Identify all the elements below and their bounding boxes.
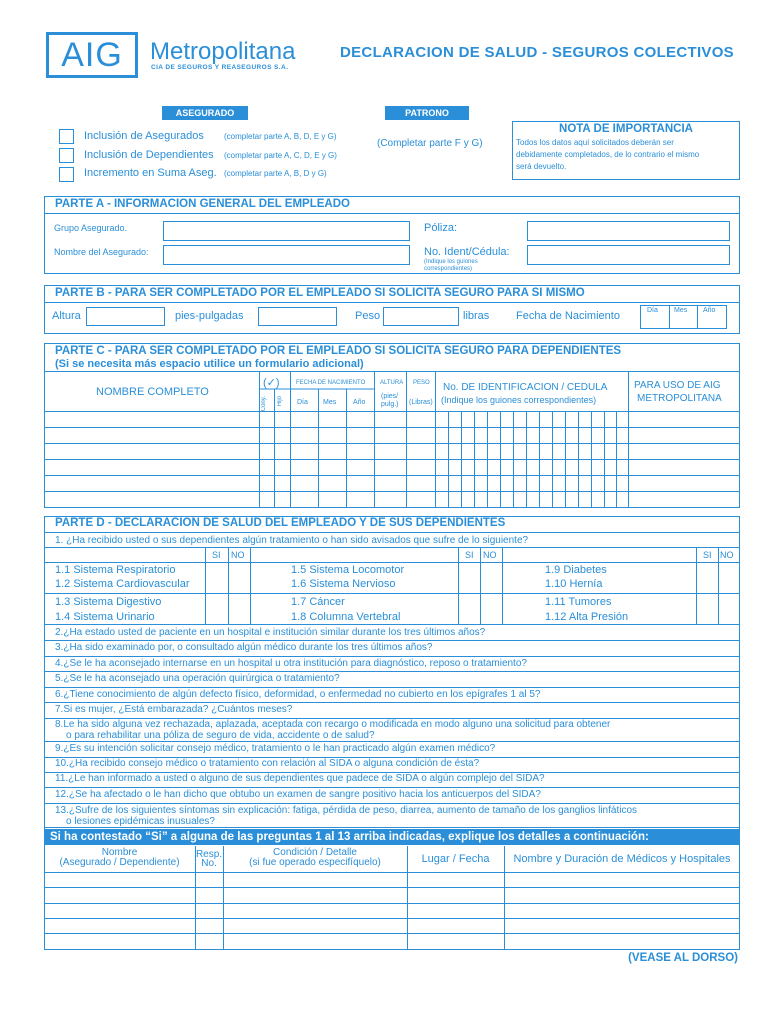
brand-name: Metropolitana [150,38,296,65]
patrono-note: (Completar parte F y G) [377,138,483,149]
question-10: 10.¿Ha recibido consejo médico o tratamiento con relación al SIDA o alguna condición de ésta? [55,758,480,769]
condition-item: 1.5 Sistema Locomotor [291,564,405,576]
col-medicos: Nombre y Duración de Médicos y Hospitales [513,853,731,865]
condition-item: 1.1 Sistema Respiratorio [55,564,176,576]
option-note: (completar parte A, B, D y G) [224,169,327,178]
ano-label: Año [703,307,716,314]
nota-text-1: Todos los datos aquí solicitados deberán ser [516,138,674,147]
condition-item: 1.4 Sistema Urinario [55,611,155,623]
parte-b-title: PARTE B - PARA SER COMPLETADO POR EL EMPLEADO SI SOLICITA SEGURO PARA SI MISMO [55,287,585,299]
condition-item: 1.6 Sistema Nervioso [291,578,396,590]
footer-vease-dorso: (VEASE AL DORSO) [628,952,738,964]
poliza-label: Póliza: [424,222,458,234]
dia-label: Día [647,307,658,314]
fecha-nacimiento-label: Fecha de Nacimiento [516,310,620,322]
question-7: 7.Si es mujer, ¿Está embarazada? ¿Cuántos meses? [55,704,293,715]
altura-label: Altura [52,310,81,322]
no-header: NO [231,550,245,560]
col-identificacion-note: (Indique los guiones correspondientes) [441,395,597,405]
col-pulg: pulg.) [381,401,399,408]
question-8-cont: o para rehabilitar una póliza de seguro de vida, accidente o de salud? [66,730,375,741]
asegurado-label: ASEGURADO [162,106,248,120]
nota-title: NOTA DE IMPORTANCIA [559,123,693,135]
parte-d-title: PARTE D - DECLARACION DE SALUD DEL EMPLEADO Y DE SUS DEPENDIENTES [55,517,506,529]
condition-item: 1.9 Diabetes [545,564,607,576]
col-nombre: Nombre [101,847,138,858]
parte-c-title: PARTE C - PARA SER COMPLETADO POR EL EMPLEADO SI SOLICITA SEGURO PARA DEPENDIENTES [55,345,622,357]
parte-a-title: PARTE A - INFORMACION GENERAL DEL EMPLEADO [55,198,350,210]
condition-item: 1.11 Tumores [545,596,612,608]
question-2: 2.¿Ha estado usted de paciente en un hospital e institución similar durante los tres últimos años? [55,627,486,638]
question-9: 9.¿Es su intención solicitar consejo médico, tratamiento o le han practicado algún examen médico? [55,743,496,754]
nota-text-2: debidamente completados, de lo contrario el mismo [516,150,700,159]
mes-label: Mes [674,307,688,314]
no-header: NO [483,550,497,560]
col-fecha-nac: FECHA DE NACIMIENTO [296,380,366,386]
question-5: 5.¿Se le ha aconsejado una operación quirúrgica o tratamiento? [55,673,340,684]
document-title: DECLARACION DE SALUD - SEGUROS COLECTIVOS [340,44,734,61]
peso-label: Peso [355,310,381,322]
option-label: Incremento en Suma Aseg. [84,167,217,179]
col-hijo: Hijo [277,396,283,407]
condition-item: 1.10 Hernía [545,578,603,590]
col-aig-2: METROPOLITANA [637,393,722,404]
condition-item: 1.7 Cáncer [291,596,345,608]
col-identificacion: No. DE IDENTIFICACION / CEDULA [443,382,608,393]
no-header: NO [720,550,734,560]
question-6: 6.¿Tiene conocimiento de algún defecto físico, deformidad, o enfermedad no cubierto en los epígrafes 1 al 5? [55,689,541,700]
explain-details-bar: Si ha contestado “Si” a alguna de las preguntas 1 al 13 arriba indicadas, explique los detalles a continuación: [44,829,740,845]
brand-subtitle: CIA DE SEGUROS Y REASEGUROS S.A. [151,64,289,71]
si-header: SI [212,550,221,560]
parte-c-subtitle: (Si se necesita más espacio utilice un formulario adicional) [55,358,364,370]
condition-item: 1.8 Columna Vertebral [291,611,401,623]
question-13-cont: o lesiones epidémicas inusuales? [66,816,215,827]
question-8: 8.Le ha sido alguna vez rechazada, aplazada, aceptada con recargo o modificada en modo alguno una solicitud para obtener [55,719,611,730]
col-cony: Cony. [261,396,267,412]
col-condicion: Condición / Detalle [273,847,357,858]
col-peso: PESO [413,380,430,386]
ident-label: No. Ident/Cédula: [424,246,510,258]
col-resp-no: No. [201,858,217,869]
col-nombre-completo: NOMBRE COMPLETO [96,386,209,398]
condition-item: 1.3 Sistema Digestivo [55,596,162,608]
col-pies: (pies/ [381,393,399,400]
col-mes: Mes [323,399,337,406]
si-header: SI [465,550,474,560]
ident-note-2: correspondientes) [424,266,473,272]
patrono-label: PATRONO [385,106,469,120]
nombre-label: Nombre del Asegurado: [54,247,149,257]
condition-item: 1.12 Alta Presión [545,611,629,623]
option-label: Inclusión de Dependientes [84,149,214,161]
si-header: SI [703,550,712,560]
ident-note-1: (Indique los guiones [424,259,478,265]
nota-text-3: será devuelto. [516,162,567,171]
libras-label: libras [463,310,490,322]
option-note: (completar parte A, B, D, E y G) [224,132,337,141]
question-12: 12.¿Se ha afectado o le han dicho que obtubo un examen de sangre positivo hacia los anticuerpos del SIDA? [55,789,541,800]
col-check-mark: (✓) [263,377,280,389]
col-altura: ALTURA [380,380,404,386]
question-13: 13.¿Sufre de los siguientes síntomas sin explicación: fatiga, pérdida de peso, diarrea, aumento de tamaño de los ganglios linfáticos [55,805,638,816]
condition-item: 1.2 Sistema Cardiovascular [55,578,190,590]
col-dia: Día [297,399,308,406]
col-resp: Resp. [195,849,223,860]
col-nombre-sub: (Asegurado / Dependiente) [59,857,180,868]
grupo-label: Grupo Asegurado. [54,223,128,233]
col-condicion-sub: (si fue operado especifíquelo) [249,857,381,868]
option-label: Inclusión de Asegurados [84,130,204,142]
option-note: (completar parte A, C, D, E y G) [224,151,337,160]
col-libras: (Libras) [409,399,433,406]
col-lugar-fecha: Lugar / Fecha [421,853,490,865]
question-3: 3.¿Ha sido examinado por, o consultado algún médico durante los tres últimos años? [55,642,433,653]
question-4: 4.¿Se le ha aconsejado internarse en un hospital u otra institución para diagnóstico, reposo o tratamiento? [55,658,527,669]
col-ano: Año [353,399,366,406]
col-aig-1: PARA USO DE AIG [634,380,721,391]
question-1: 1. ¿Ha recibido usted o sus dependientes algún tratamiento o han sido avisados que sufre de lo siguiente? [55,535,529,546]
question-11: 11.¿Le han informado a usted o alguno de sus dependientes que padece de SIDA o algún complejo del SIDA? [55,773,545,784]
pies-label: pies-pulgadas [175,310,244,322]
aig-logo: AIG [46,32,138,78]
